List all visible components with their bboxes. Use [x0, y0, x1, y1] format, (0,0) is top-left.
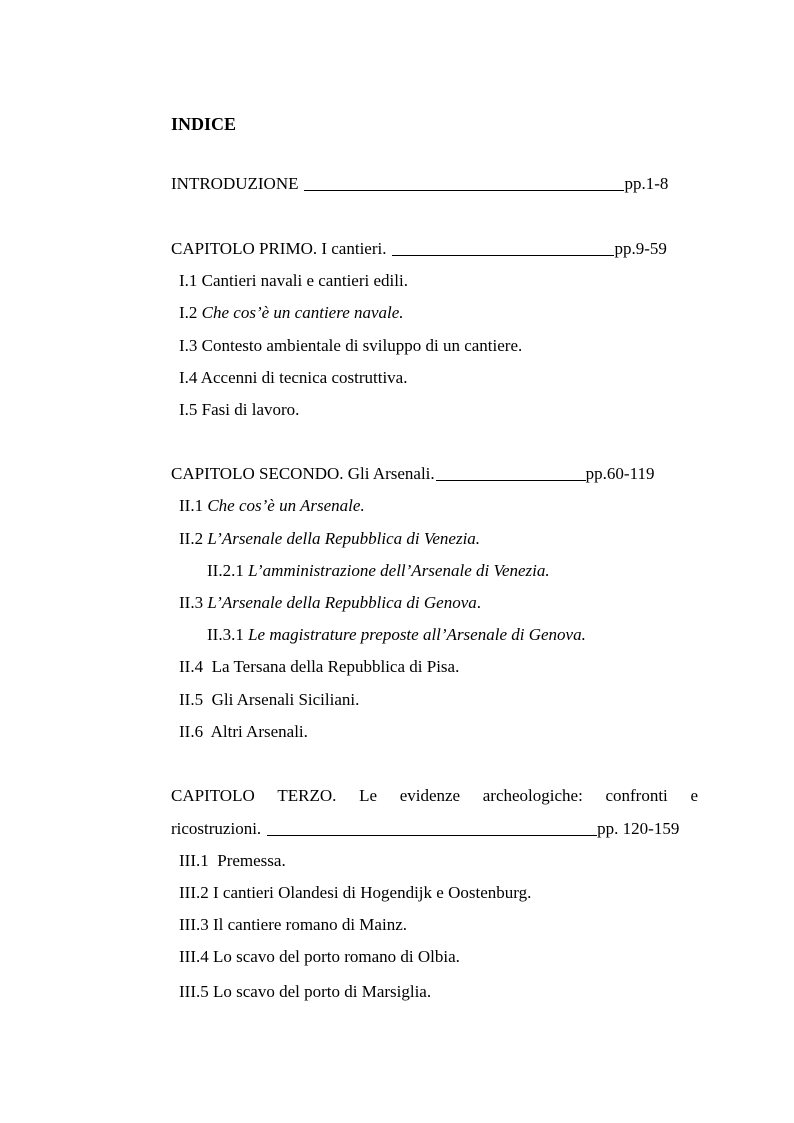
toc-section-number: III.5 [179, 982, 209, 1001]
toc-section-text: Altri Arsenali. [210, 722, 308, 741]
toc-chapter-2 [171, 464, 654, 484]
title-word: CAPITOLO [171, 786, 255, 805]
toc-chapter-3 [171, 819, 679, 839]
toc-chapter-title: CAPITOLO PRIMO. I cantieri. [171, 239, 387, 258]
toc-section-text: Il cantiere romano di Mainz. [212, 915, 407, 934]
toc-chapter-title: ricostruzioni. [171, 819, 262, 838]
toc-section: II.3 L’Arsenale della Repubblica di Genova. [179, 593, 481, 612]
toc-section-text: Lo scavo del porto di Marsiglia. [212, 982, 432, 1001]
toc-section-text: Che cos’è un cantiere navale. [201, 303, 404, 322]
toc-section [179, 657, 459, 677]
toc-subsection [207, 625, 586, 645]
leader-line [436, 480, 586, 481]
toc-section-number: II.5 [179, 690, 204, 709]
leader-line [267, 835, 597, 836]
toc-chapter-3-title [171, 786, 698, 806]
toc-chapter-1 [171, 239, 667, 259]
leader-line [392, 255, 614, 256]
toc-section [179, 690, 359, 710]
toc-section [179, 915, 407, 935]
title-word: archeologiche: [482, 786, 583, 805]
toc-pages: pp.60-119 [585, 464, 655, 483]
toc-section-number: II.6 [179, 722, 204, 741]
title-word: confronti [605, 786, 668, 805]
toc-section-number: I.4 [179, 368, 198, 387]
toc-section-number: III.4 [179, 947, 209, 966]
toc-section-text: Contesto ambientale di sviluppo di un cantiere. [201, 336, 523, 355]
toc-section-text: La Tersana della Repubblica di Pisa. [211, 657, 460, 676]
toc-section [179, 982, 431, 1002]
toc-section-text: Le magistrature preposte all’Arsenale di Genova. [248, 625, 586, 644]
toc-section [179, 336, 522, 356]
toc-section-number: II.2 [179, 529, 204, 548]
toc-section-number: II.1 [179, 496, 204, 515]
toc-introduction [171, 174, 668, 194]
toc-pages: pp. 120-159 [597, 819, 680, 838]
toc-section-text: Premessa. [217, 851, 286, 870]
toc-section [179, 496, 365, 516]
toc-section-text: L’Arsenale della Repubblica di Venezia. [207, 529, 481, 548]
title-word: TERZO. [277, 786, 337, 805]
title-word: Le [359, 786, 378, 805]
toc-section-text: I cantieri Olandesi di Hogendijk e Oostenburg. [212, 883, 532, 902]
toc-section-number: I.3 [179, 336, 198, 355]
toc-section-number: II.4 [179, 657, 204, 676]
toc-section-text: Cantieri navali e cantieri edili. [201, 271, 408, 290]
toc-pages: pp.1-8 [624, 174, 669, 193]
toc-section [179, 271, 408, 291]
toc-section-number: I.1 [179, 271, 198, 290]
toc-section [179, 947, 460, 967]
title-word: e [690, 786, 698, 805]
title-word: evidenze [399, 786, 461, 805]
toc-section-text: L’Arsenale della Repubblica di Genova [207, 593, 477, 612]
toc-section-text: Accenni di tecnica costruttiva. [200, 368, 408, 387]
toc-chapter-title: CAPITOLO SECONDO. Gli Arsenali. [171, 464, 435, 483]
toc-pages: pp.9-59 [614, 239, 667, 258]
toc-subsection [207, 561, 550, 581]
toc-section-number: I.2 [179, 303, 198, 322]
toc-section [179, 851, 286, 871]
toc-section-text: L’amministrazione dell’Arsenale di Venezia. [248, 561, 550, 580]
toc-section-number: III.3 [179, 915, 209, 934]
toc-chapter-title: INTRODUZIONE [171, 174, 299, 193]
toc-section-number: II.3 [179, 593, 204, 612]
toc-section-text: Gli Arsenali Siciliani. [211, 690, 360, 709]
toc-section [179, 400, 299, 420]
toc-section [179, 722, 308, 742]
toc-section [179, 303, 404, 323]
toc-section [179, 883, 531, 903]
toc-section-number: III.1 [179, 851, 209, 870]
toc-section [179, 529, 480, 549]
toc-section-text: Fasi di lavoro. [201, 400, 300, 419]
toc-section-number: III.2 [179, 883, 209, 902]
toc-section-text: Che cos’è un Arsenale. [207, 496, 365, 515]
toc-section-number: II.2.1 [207, 561, 244, 580]
leader-line [304, 190, 624, 191]
toc-section-text: Lo scavo del porto romano di Olbia. [212, 947, 460, 966]
toc-section-number: II.3.1 [207, 625, 244, 644]
index-title: INDICE [171, 114, 237, 134]
toc-section-number: I.5 [179, 400, 198, 419]
toc-section [179, 368, 407, 388]
